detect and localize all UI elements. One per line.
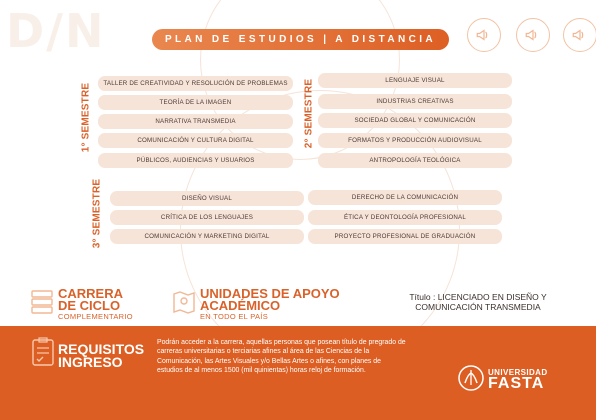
subject-pill: COMUNICACIÓN Y MARKETING DIGITAL <box>110 229 304 244</box>
subject-pill: DERECHO DE LA COMUNICACIÓN <box>308 190 502 205</box>
university-logo <box>458 365 548 391</box>
map-pin-icon <box>172 288 196 316</box>
subject-pill: SOCIEDAD GLOBAL Y COMUNICACIÓN <box>318 113 512 128</box>
carrera-subtitle: COMPLEMENTARIO <box>58 312 133 321</box>
logo-universidad: UNIVERSIDAD <box>488 368 548 377</box>
semester-1-label: 1° SEMESTRE <box>80 82 92 153</box>
subject-pill: COMUNICACIÓN Y CULTURA DIGITAL <box>98 133 293 148</box>
subject-pill: LENGUAJE VISUAL <box>318 73 512 88</box>
subject-pill: TEORÍA DE LA IMAGEN <box>98 95 293 110</box>
subject-pill: TALLER DE CREATIVIDAD Y RESOLUCIÓN DE PROBLEMAS <box>98 76 293 91</box>
requisitos-title <box>58 343 144 369</box>
degree-title <box>378 292 578 312</box>
subject-pill: CRÍTICA DE LOS LENGUAJES <box>110 210 304 225</box>
degree-value: LICENCIADO EN DISEÑO Y COMUNICACIÓN TRANSMEDIA <box>415 292 547 312</box>
degree-label: Título : <box>409 292 436 302</box>
megaphone-icon <box>467 18 501 52</box>
subject-pill: NARRATIVA TRANSMEDIA <box>98 114 293 129</box>
subject-pill: INDUSTRIAS CREATIVAS <box>318 94 512 109</box>
carrera-title-1: CARRERA <box>58 286 123 301</box>
subject-pill: FORMATOS Y PRODUCCIÓN AUDIOVISUAL <box>318 133 512 148</box>
subject-pill: PÚBLICOS, AUDIENCIAS Y USUARIOS <box>98 153 293 168</box>
semester-2-label: 2° SEMESTRE <box>303 78 315 149</box>
university-crest-icon <box>458 365 484 391</box>
subject-pill: PROYECTO PROFESIONAL DE GRADUACIÓN <box>308 229 502 244</box>
unidades-title-1: UNIDADES DE APOYO <box>200 286 340 301</box>
unidades-title-2: ACADÉMICO <box>200 298 281 313</box>
subject-pill: DISEÑO VISUAL <box>110 191 304 206</box>
megaphone-icon <box>516 18 550 52</box>
subject-pill: ÉTICA Y DEONTOLOGÍA PROFESIONAL <box>308 210 502 225</box>
background-watermark: D/N <box>6 4 106 58</box>
requisitos-text: Podrán acceder a la carrera, aquellas personas que posean título de pregrado de carreras universitarias o terciarias afines al área de las Ciencias de la Comunicación, las Artes Visuales y/o Bellas Artes o afines, con planes de estudios de al menos 1500 (mil quinientas) horas reloj de formación. <box>157 339 406 374</box>
books-icon <box>30 288 54 316</box>
requisitos-line-2: INGRESO <box>58 354 123 370</box>
carrera-block <box>30 288 133 321</box>
carrera-title-2: DE CICLO <box>58 298 121 313</box>
plan-title: PLAN DE ESTUDIOS | A DISTANCIA <box>152 29 449 50</box>
subject-pill: ANTROPOLOGÍA TEOLÓGICA <box>318 153 512 168</box>
unidades-subtitle: EN TODO EL PAÍS <box>200 312 268 321</box>
logo-fasta: FASTA <box>488 375 545 392</box>
requisitos-line-1: REQUISITOS <box>58 341 145 357</box>
megaphone-icon <box>563 18 596 52</box>
unidades-block <box>172 288 340 321</box>
semester-3-label: 3° SEMESTRE <box>91 178 103 249</box>
checklist-icon <box>32 337 54 367</box>
